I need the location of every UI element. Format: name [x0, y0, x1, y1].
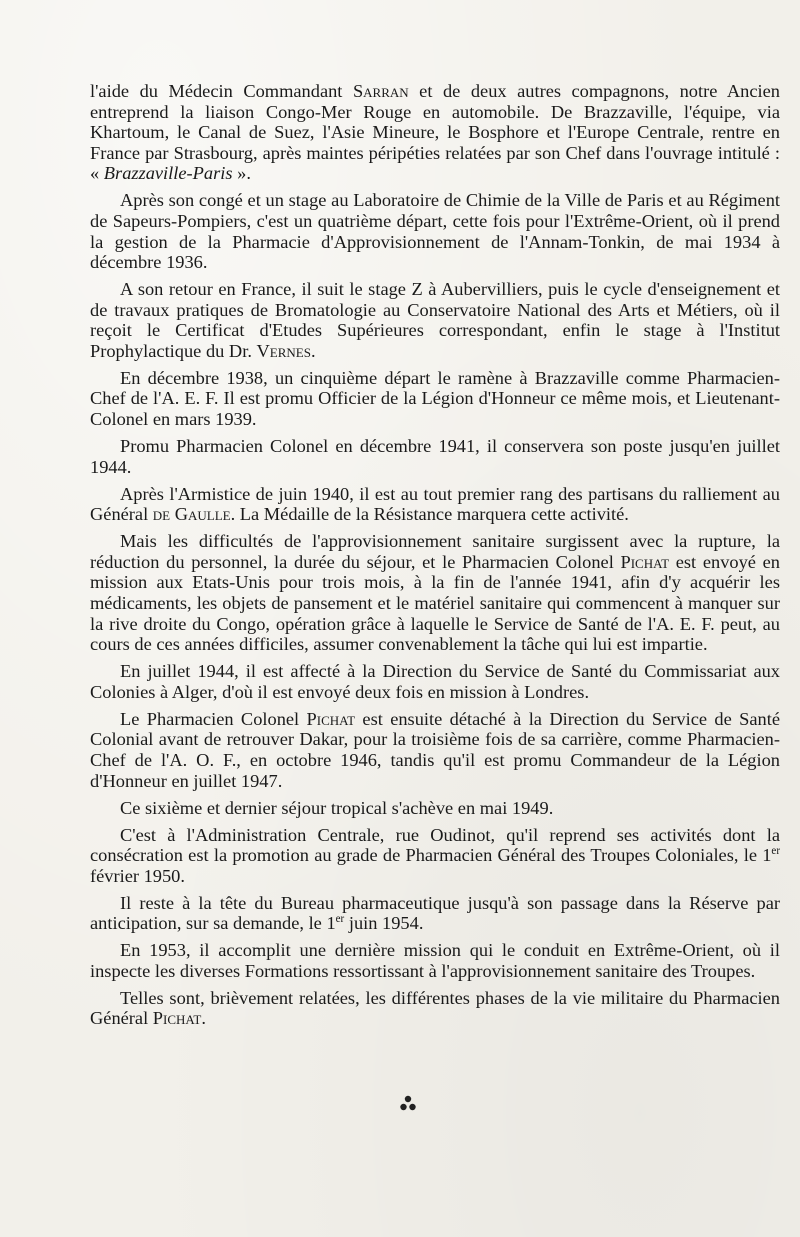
- text-run: En 1953, il accomplit une dernière mission qui le conduit en Extrême-Orient, où il inspecte les diverses Formations ressortissant à l'approvisionnement sanitaire des Troupes.: [90, 940, 780, 981]
- text-run: A son retour en France, il suit le stage Z à Aubervilliers, puis le cycle d'enseignement et de travaux pratiques de Bromatologie au Conservatoire National des Arts et Métiers, où il reçoit le Certificat d'Etudes Supérieures correspondant, enfin le stage à l'Institut Prophylactique du Dr.: [90, 279, 780, 361]
- text-run: Après l'Armistice de juin 1940, il est au tout premier rang des partisans du ralliement au Général: [90, 483, 780, 525]
- book-title: Brazzaville-Paris: [103, 163, 233, 184]
- paragraph-p8: [90, 661, 780, 702]
- text-run: est envoyé en mission aux Etats-Unis pour trois mois, à la fin de l'année 1941, afin d'y acquérir les médicaments, les objets de pansement et le matériel sanitaire qui commencent à manquer sur la rive droite du Congo, opération grâce à laquelle le Service de Santé de l'A. E. F. peut, au cours de ces années difficiles, assumer convenablement la tâche qui lui est impartie.: [90, 551, 781, 655]
- three-dots-asterism-icon: [396, 1092, 420, 1116]
- paragraph-p13: [90, 940, 780, 981]
- text-run: est ensuite détaché à la Direction du Service de Santé Colonial avant de retrouver Dakar, pour la troisième fois de sa carrière, comme Pharmacien-Chef de l'A. O. F., en octobre 1946, tandis qu'il est promu Commandeur de la Légion d'Honneur en juillet 1947.: [90, 708, 780, 791]
- text-run: Le Pharmacien Colonel: [120, 708, 307, 729]
- text-run: Après son congé et un stage au Laboratoire de Chimie de la Ville de Paris et au Régiment de Sapeurs-Pompiers, c'est un quatrième départ, cette fois pour l'Extrême-Orient, où il prend la gestion de la Pharmacie d'Approvisionnement de l'Annam-Tonkin, de mai 1934 à décembre 1936.: [90, 190, 780, 273]
- body-text: [90, 81, 780, 1035]
- text-run: En décembre 1938, un cinquième départ le ramène à Brazzaville comme Pharmacien-Chef de l'A. E. F. Il est promu Officier de la Légion d'Honneur ce même mois, et Lieutenant-Colonel en mars 1939.: [90, 367, 780, 430]
- person-name: Vernes: [256, 340, 311, 361]
- text-run: . La Médaille de la Résistance marquera cette activité.: [230, 504, 629, 525]
- person-name: Pichat: [620, 551, 670, 572]
- text-run: ».: [232, 163, 251, 184]
- text-run: février 1950.: [90, 865, 185, 886]
- text-run: C'est à l'Administration Centrale, rue Oudinot, qu'il reprend ses activités dont la consécration est la promotion au grade de Pharmacien Général des Troupes Coloniales, le 1: [90, 824, 780, 866]
- paragraph-p10: [90, 798, 780, 819]
- text-run: Mais les difficultés de l'approvisionnement sanitaire surgissent avec la rupture, la réduction du personnel, la durée du séjour, et le Pharmacien Colonel: [90, 531, 780, 572]
- person-name: Pichat: [152, 1008, 202, 1029]
- paragraph-p14: [90, 988, 780, 1029]
- paragraph-p6: [90, 484, 780, 525]
- person-name: Sarran: [352, 81, 409, 101]
- paragraph-p4: [90, 368, 780, 430]
- text-run: Telles sont, brièvement relatées, les différentes phases de la vie militaire du Pharmacien Général: [90, 987, 780, 1029]
- paragraph-p2: [90, 190, 780, 272]
- paragraph-p3: [90, 279, 780, 361]
- paragraph-p9: [90, 709, 780, 791]
- text-run: juin 1954.: [344, 913, 424, 934]
- text-run: .: [201, 1008, 206, 1029]
- paragraph-p7: [90, 531, 780, 655]
- text-run: .: [310, 340, 316, 361]
- text-run: En juillet 1944, il est affecté à la Direction du Service de Santé du Commissariat aux Colonies à Alger, d'où il est envoyé deux fois en mission à Londres.: [90, 661, 780, 702]
- text-run: Il reste à la tête du Bureau pharmaceutique jusqu'à son passage dans la Réserve par anticipation, sur sa demande, le 1: [90, 892, 780, 934]
- ordinal-superscript: er: [771, 844, 780, 857]
- person-name: de Gaulle: [152, 504, 231, 525]
- paragraph-p5: [90, 436, 780, 477]
- text-run: Ce sixième et dernier séjour tropical s'achève en mai 1949.: [120, 797, 554, 818]
- paragraph-p12: [90, 893, 780, 934]
- text-run: Promu Pharmacien Colonel en décembre 1941, il conservera son poste jusqu'en juillet 1944.: [90, 436, 780, 477]
- text-run: et de deux autres compagnons, notre Ancien entreprend la liaison Congo-Mer Rouge en automobile. De Brazzaville, l'équipe, via Khartoum, le Canal de Suez, l'Asie Mineure, le Bosphore et l'Europe Centrale, rentre en France par Strasbourg, après maintes péripéties relatées par son Chef dans l'ouvrage intitulé : «: [90, 81, 780, 184]
- paragraph-p11: [90, 825, 780, 887]
- text-run: l'aide du Médecin Commandant: [90, 81, 353, 101]
- ordinal-superscript: er: [335, 913, 345, 926]
- paragraph-p1: [90, 81, 780, 184]
- person-name: Pichat: [306, 708, 356, 729]
